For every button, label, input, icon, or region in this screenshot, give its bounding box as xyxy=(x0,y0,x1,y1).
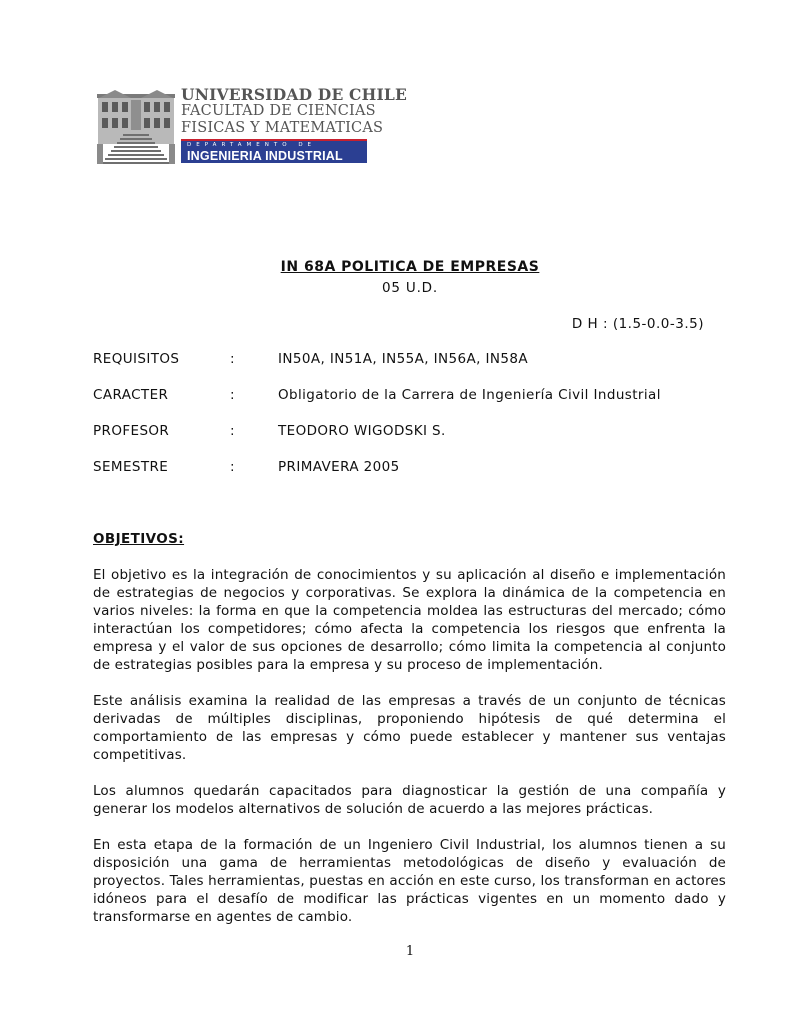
objectives-heading: OBJETIVOS: xyxy=(93,531,185,547)
info-separator: : xyxy=(230,459,235,475)
objectives-paragraph-4: En esta etapa de la formación de un Ingeniero Civil Industrial, los alumnos tienen a su disposición una gama de herramientas metodológicas de diseño y evaluación de proyectos. Tales herramientas, puestas en acción en este curso, los transforman en actores idóneos para el desafío de modificar las prácticas vigentes en un momento dado y transformarse en agentes de cambio. xyxy=(93,837,726,925)
info-label: CARACTER xyxy=(93,387,169,403)
info-label: PROFESOR xyxy=(93,423,170,439)
course-title-text: IN 68A POLITICA DE EMPRESAS xyxy=(280,259,540,275)
info-value: PRIMAVERA 2005 xyxy=(278,459,400,475)
page-number: 1 xyxy=(405,944,415,959)
logo-text xyxy=(181,85,408,163)
info-separator: : xyxy=(230,423,235,439)
logo-faculty-line2: FISICAS Y MATEMATICAS xyxy=(181,120,384,136)
info-value: TEODORO WIGODSKI S. xyxy=(278,423,446,439)
info-separator: : xyxy=(230,387,235,403)
info-label: REQUISITOS xyxy=(93,351,180,367)
info-value: IN50A, IN51A, IN55A, IN56A, IN58A xyxy=(278,351,528,367)
info-value: Obligatorio de la Carrera de Ingeniería Civil Industrial xyxy=(278,387,661,403)
university-logo xyxy=(95,85,408,166)
objectives-paragraph-1: El objetivo es la integración de conocimientos y su aplicación al diseño e implementación de estrategias de negocios y corporativas. Se explora la dinámica de la competencia en varios niveles: la forma en que la competencia moldea las estructuras del mercado; cómo interactúan los competidores; cómo afecta la competencia los riesgos que enfrenta la empresa y el valor de sus opciones de desarrollo; cómo limita la competencia al conjunto de estrategias posibles para la empresa y su proceso de implementación. xyxy=(93,567,726,673)
course-units: 05 U.D. xyxy=(382,280,438,296)
objectives-paragraph-3: Los alumnos quedarán capacitados para diagnosticar la gestión de una compañía y generar los modelos alternativos de solución de acuerdo a las mejores prácticas. xyxy=(93,783,726,817)
logo-department-band xyxy=(181,139,367,163)
info-separator: : xyxy=(230,351,235,367)
logo-department-label: DEPARTAMENTO DE xyxy=(187,142,317,148)
logo-faculty-line1: FACULTAD DE CIENCIAS xyxy=(181,103,376,119)
info-label: SEMESTRE xyxy=(93,459,169,475)
logo-department-name: INGENIERIA INDUSTRIAL xyxy=(187,149,343,163)
course-hours: D H : (1.5-0.0-3.5) xyxy=(571,316,704,332)
university-building-icon xyxy=(95,86,177,166)
logo-university-name: UNIVERSIDAD DE CHILE xyxy=(181,85,408,104)
objectives-paragraph-2: Este análisis examina la realidad de las empresas a través de un conjunto de técnicas derivadas de múltiples disciplinas, proponiendo hipótesis de qué determina el comportamiento de las empresas y cómo puede establecer y mantener sus ventajas competitivas. xyxy=(93,693,726,763)
course-title xyxy=(0,259,800,275)
